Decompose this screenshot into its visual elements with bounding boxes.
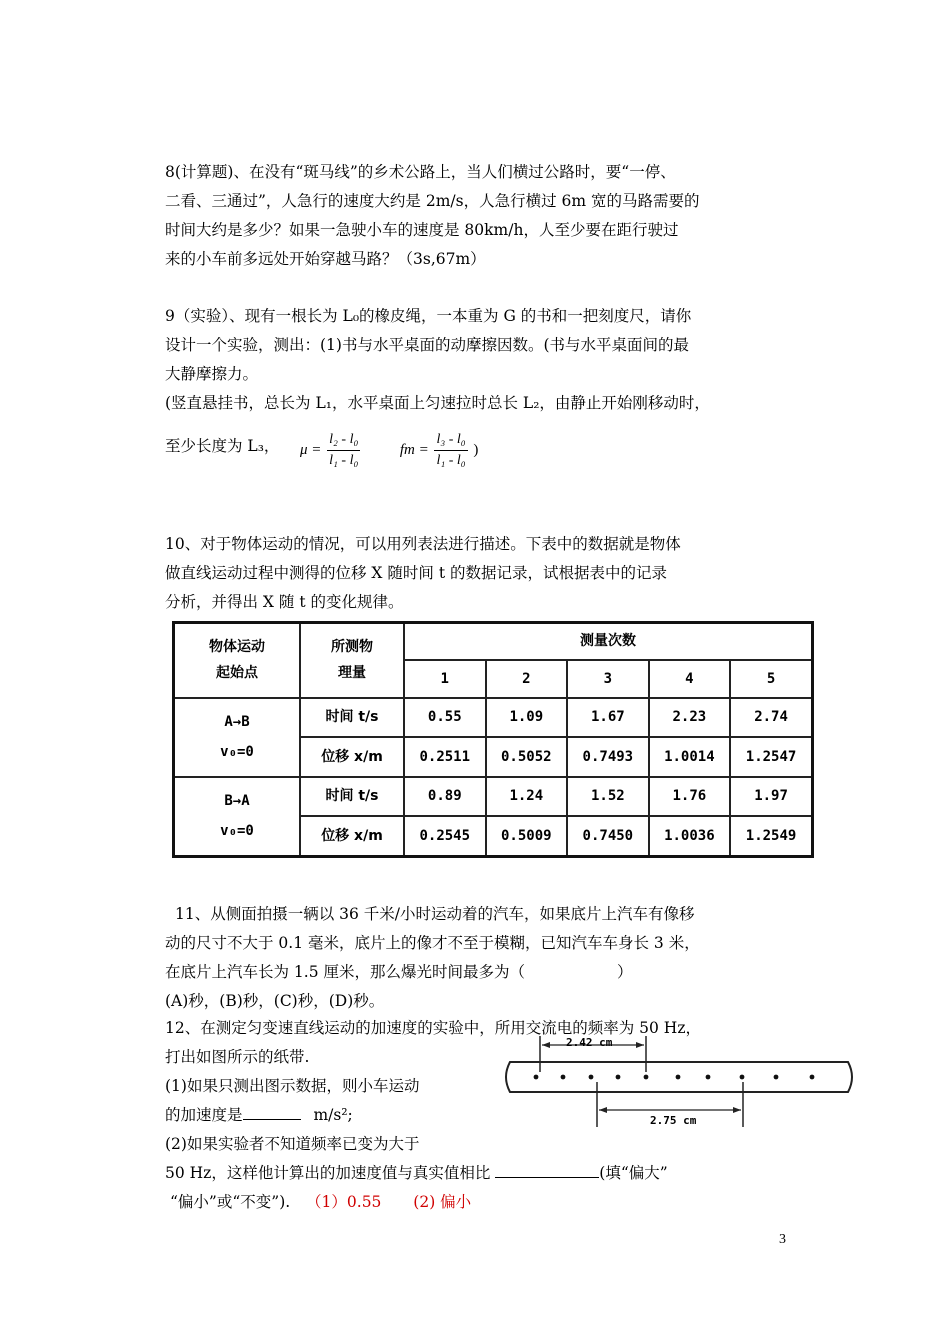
fm-fraction — [434, 430, 467, 471]
table-cell: 1.09 — [486, 698, 568, 737]
header-quantity: 所测物 理量 — [300, 623, 404, 698]
friction-formulas — [300, 430, 478, 471]
q9-line4: (竖直悬挂书，总长为 L₁，水平桌面上匀速拉时总长 L₂，由静止开始刚移动时， — [165, 394, 710, 412]
tape-label-2: 2.75 cm — [650, 1114, 697, 1127]
time-label: 时间 t/s — [300, 698, 404, 737]
q12-line7: “偏小”或“不变”). （1）0.55 (2) 偏小 — [170, 1193, 472, 1211]
table-cell: 0.5052 — [486, 737, 568, 777]
mu-fraction — [327, 430, 360, 471]
q9-line5: 至少长度为 L₃， — [165, 437, 280, 455]
fm-numerator: l₃ - l₀ — [434, 430, 467, 451]
col-header: 4 — [649, 660, 731, 698]
q12-line6: 50 Hz，这样他计算出的加速度值与真实值相比 (填“偏大” — [165, 1164, 668, 1182]
page-number: 3 — [779, 1232, 786, 1247]
answer-2: (2) 偏小 — [413, 1193, 472, 1211]
q11-line1: 11、从侧面拍摄一辆以 36 千米/小时运动着的汽车，如果底片上汽车有像移 — [175, 905, 695, 923]
q8-line2: 二看、三通过”，人急行的速度大约是 2m/s，人急行横过 6m 宽的马路需要的 — [165, 192, 700, 210]
disp-label: 位移 x/m — [300, 816, 404, 857]
table-cell: 2.23 — [649, 698, 731, 737]
mu-numerator: l₂ - l₀ — [327, 430, 360, 451]
group-a-to-b: A→B v₀=0 — [174, 698, 301, 777]
q8-line4: 来的小车前多远处开始穿越马路？（3s,67m） — [165, 250, 486, 268]
q10-line2: 做直线运动过程中测得的位移 X 随时间 t 的数据记录，试根据表中的记录 — [165, 564, 667, 582]
header-start-point: 物体运动 起始点 — [174, 623, 301, 698]
table-cell: 1.97 — [730, 777, 812, 816]
table-cell: 2.74 — [730, 698, 812, 737]
q12-line2: 打出如图所示的纸带. — [165, 1048, 310, 1066]
q8-line1: 8(计算题)、在没有“斑马线”的乡术公路上，当人们横过公路时，要“一停、 — [165, 163, 676, 181]
q9-line1: 9（实验）、现有一根长为 L₀的橡皮绳，一本重为 G 的书和一把刻度尺，请你 — [165, 307, 692, 325]
header-measure-count: 测量次数 — [404, 623, 813, 660]
table-cell: 1.67 — [567, 698, 649, 737]
accel-answer-blank[interactable] — [243, 1105, 301, 1120]
table-cell: 1.2549 — [730, 816, 812, 857]
q9-line3: 大静摩擦力。 — [165, 365, 259, 383]
table-cell: 1.2547 — [730, 737, 812, 777]
table-cell: 1.76 — [649, 777, 731, 816]
table-cell: 0.55 — [404, 698, 486, 737]
q12-line4: 的加速度是 m/s²; — [165, 1106, 353, 1124]
table-cell: 0.2545 — [404, 816, 486, 857]
q10-line3: 分析，并得出 X 随 t 的变化规律。 — [165, 593, 404, 611]
q12-line1: 12、在测定匀变速直线运动的加速度的实验中，所用交流电的频率为 50 Hz， — [165, 1019, 701, 1037]
mu-symbol: μ = — [300, 441, 322, 458]
table-cell: 1.52 — [567, 777, 649, 816]
motion-data-table — [172, 621, 814, 858]
table-cell: 1.0036 — [649, 816, 731, 857]
q12-line5: (2)如果实验者不知道频率已变为大于 — [165, 1135, 420, 1153]
fm-symbol: fm = — [399, 441, 429, 458]
fm-denominator: l₁ - l₀ — [436, 453, 466, 468]
q10-line1: 10、对于物体运动的情况，可以用列表法进行描述。下表中的数据就是物体 — [165, 535, 681, 553]
col-header: 2 — [486, 660, 568, 698]
table-cell: 0.7450 — [567, 816, 649, 857]
table-cell: 1.0014 — [649, 737, 731, 777]
group-b-to-a: B→A v₀=0 — [174, 777, 301, 857]
col-header: 3 — [567, 660, 649, 698]
formula-close: ) — [473, 441, 479, 458]
q11-line4: (A)秒，(B)秒，(C)秒，(D)秒。 — [165, 992, 385, 1010]
disp-label: 位移 x/m — [300, 737, 404, 777]
table-cell: 0.89 — [404, 777, 486, 816]
mu-denominator: l₁ - l₀ — [329, 453, 359, 468]
col-header: 1 — [404, 660, 486, 698]
compare-answer-blank[interactable] — [495, 1163, 599, 1178]
table-cell: 1.24 — [486, 777, 568, 816]
col-header: 5 — [730, 660, 812, 698]
answer-1: （1）0.55 — [306, 1193, 382, 1211]
time-label: 时间 t/s — [300, 777, 404, 816]
q12-line3: (1)如果只测出图示数据，则小车运动 — [165, 1077, 420, 1095]
q11-line3: 在底片上汽车长为 1.5 厘米，那么爆光时间最多为（ ） — [165, 963, 633, 981]
q8-line3: 时间大约是多少？如果一急驶小车的速度是 80km/h，人至少要在距行驶过 — [165, 221, 679, 239]
q11-line2: 动的尺寸不大于 0.1 毫米，底片上的像才不至于模糊，已知汽车车身长 3 米， — [165, 934, 700, 952]
paper-tape-figure — [500, 1032, 860, 1141]
table-cell: 0.5009 — [486, 816, 568, 857]
tape-label-1: 2.42 cm — [566, 1036, 613, 1049]
table-cell: 0.7493 — [567, 737, 649, 777]
q9-line2: 设计一个实验，测出：(1)书与水平桌面的动摩擦因数。(书与水平桌面间的最 — [165, 336, 690, 354]
table-cell: 0.2511 — [404, 737, 486, 777]
